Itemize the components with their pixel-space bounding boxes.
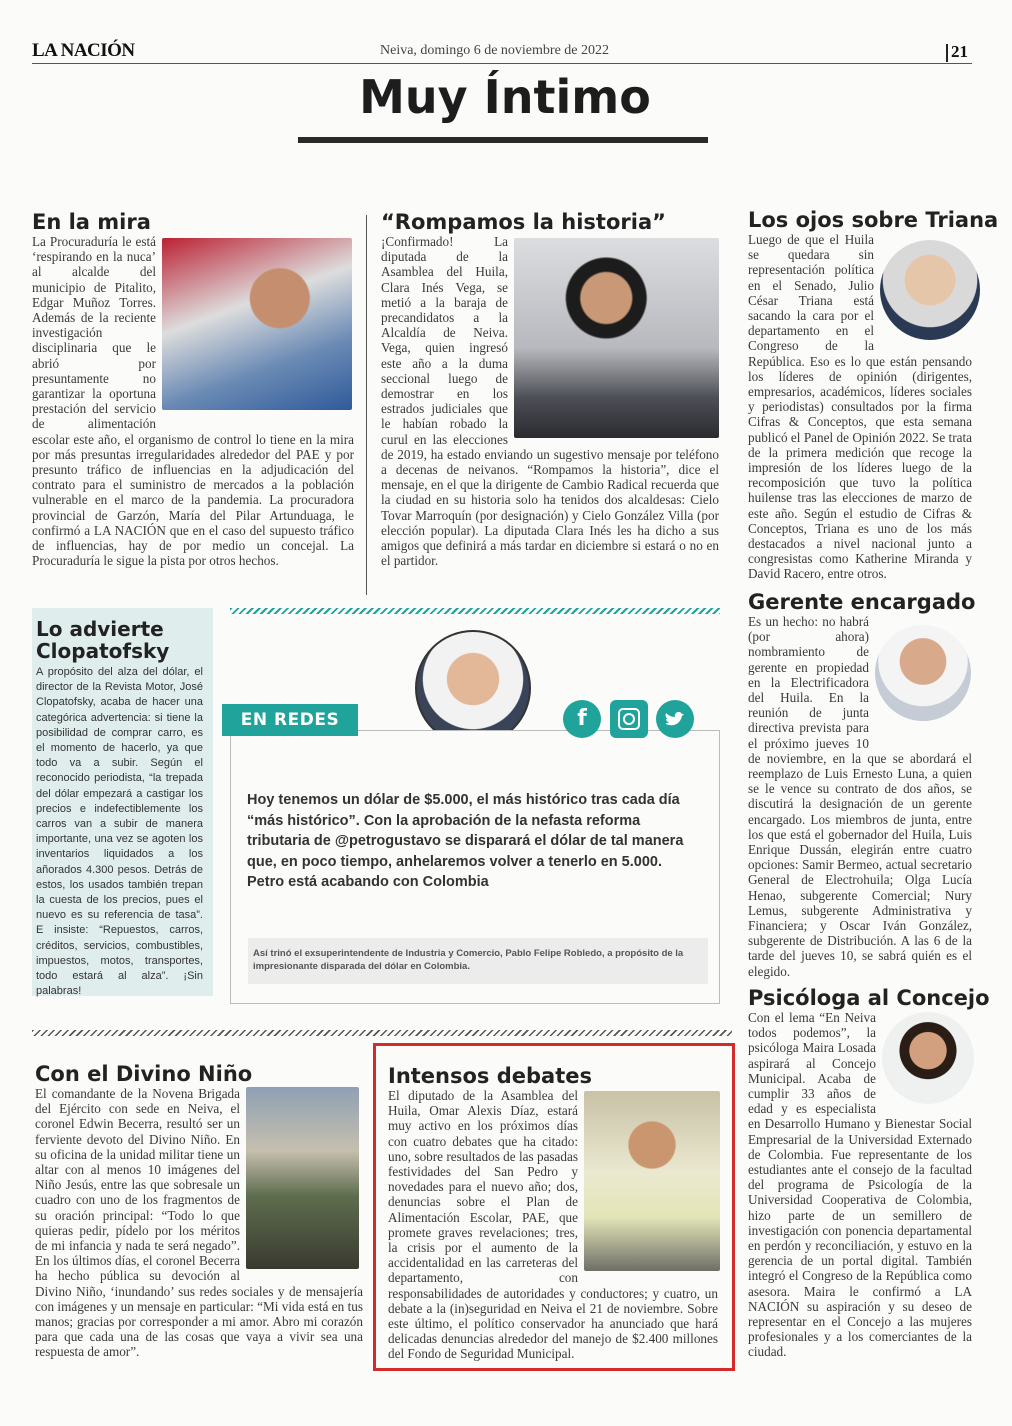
header-rule bbox=[32, 63, 972, 64]
headline-rompamos: “Rompamos la historia” bbox=[381, 210, 666, 234]
text-wrap-spacer bbox=[876, 1012, 972, 1110]
twitter-icon bbox=[656, 700, 694, 738]
headline-divino-nino: Con el Divino Niño bbox=[35, 1062, 253, 1086]
text-wrap-spacer bbox=[156, 238, 354, 418]
section-title: Muy Íntimo bbox=[359, 70, 651, 124]
article-text-divino-nino: El comandante de la Novena Brigada del Ejército con sede en Neiva, el coronel Edwin Becerra, resultó ser un ferviente devoto del Divino Niño. En su oficina de la unidad militar tiene un altar con al menos 10 imágenes del Niño Jesús, entre las que sobresale un cuadro con uno de los fragmentos de su oración principal: “Todo lo que quieras pedir, pídelo por los méritos de mi infancia y nada te será negado”. En los últimos días, el coronel Becerra ha hecho pública su devoción al Divino Niño, ‘inundando’ sus redes sociales y de mensajería con imágenes y un mensaje en particular: “Mi vida está en tus manos; gracias por corresponder a mi amor. Abro mi corazón para que cada una de las cosas que vaya a vivir sea una respuesta de amor”. bbox=[35, 1086, 363, 1360]
headline-clopatofsky: Lo advierte Clopatofsky bbox=[36, 617, 170, 663]
article-text-rompamos: ¡Confirmado! La diputada de la Asamblea del Huila, Clara Inés Vega, se metió a la baraja de precandidatos a la Alcaldía de Neiva. Vega, quien ingresó este año a la duma seccional luego de demostrar en los estrados judiciales que le habían robado la curul en las elecciones de 2019, ha estado enviando un sugestivo mensaje por teléfono a decenas de neivanos. “Rompamos la historia”, dice el mensaje, en el que la dirigente de Cambio Radical recuerda que la ciudad en su historia solo ha tenidos dos alcaldesas: Cielo Tovar Marroquín (por designación) y Cielo González Villa (por elección popular). La diputada Clara Inés les ha dicho a sus amigos que definirá a más tardar en diciembre si estará o no en el partidor. bbox=[381, 234, 719, 569]
text-wrap-spacer bbox=[578, 1091, 718, 1278]
article-text-triana: Luego de que el Huila se quedara sin representación política en el Senado, Julio César Triana está sacando la cara por el departamento en el Congreso de la República. Eso es lo que están pensando los líderes de opinión (dirigentes, empresarios, académicos, líderes sociales y periodistas) consultados por la firma Cifras & Conceptos, que esta semana publicó el Panel de Opinión 2022. Se trata de la primera medición que recoge la impresión de los líderes luego de la recomposición que tuvo la política huilense tras las elecciones de marzo de este año. Según el estudio de Cifras & Conceptos, Triana es uno de los más destacados a nivel nacional junto a congresistas como Katherine Miranda y David Racero, entre otros. bbox=[748, 232, 972, 582]
instagram-icon bbox=[610, 700, 648, 738]
article-text-en-la-mira: La Procuraduría le está ‘respirando en la nuca’ al alcalde del municipio de Pitalito, Edgar Muñoz Torres. Además de la reciente investigación disciplinaria que le abrió por presuntamente no garantizar la oportuna prestación del servicio de alimentación escolar este año, el organismo de control lo tiene en la mira por más presuntas irregularidades alrededor del PAE y por presunto tráfico de influencias en la adjudicación del contrato para el suministro de mercados a la población vulnerable en el marco de la pandemia. La procuradora provincial de Garzón, María del Pilar Artunduaga, le confirmó a LA NACIÓN que en el caso del supuesto tráfico de influencias, hay de por medio un concejal. La Procuraduría le sigue la pista por otros hechos. bbox=[32, 234, 354, 569]
text-wrap-spacer bbox=[869, 625, 972, 736]
redes-top-stripe bbox=[230, 608, 720, 614]
dateline: Neiva, domingo 6 de noviembre de 2022 bbox=[380, 43, 610, 58]
headline-gerente: Gerente encargado bbox=[748, 590, 976, 614]
column-divider bbox=[366, 215, 367, 595]
headline-en-la-mira: En la mira bbox=[32, 210, 151, 234]
article-text-debates: El diputado de la Asamblea del Huila, Omar Alexis Díaz, estará muy activo en los próximos días con cuatro debates que ha citado: uno, sobre resultados de las pasadas festividades del San Pedro y novedades para el nuevo año; dos, denuncias sobre el Plan de Alimentación Escolar, PAE, que promete graves revelaciones; tres, la crisis por el aumento de la accidentalidad en las carreteras del departamento, con responsabilidades de autoridades y conductores; y cuatro, un debate a la (in)seguridad en Neiva el 21 de noviembre. Sobre este último, el político conservador ha anunciado que hará delicadas denuncias alrededor del manejo de $2.400 millones del Fondo de Seguridad Municipal. bbox=[388, 1088, 718, 1362]
bottom-separator-stripe bbox=[32, 1030, 732, 1036]
instagram-icon-lens bbox=[623, 713, 635, 725]
masthead-logo: LA NACIÓN bbox=[32, 40, 135, 61]
facebook-icon: f bbox=[563, 700, 601, 738]
section-title-underline bbox=[298, 137, 708, 143]
text-wrap-spacer bbox=[240, 1087, 363, 1274]
text-wrap-spacer bbox=[874, 240, 972, 352]
page-number: 21 bbox=[951, 42, 968, 61]
article-text-gerente: Es un hecho: no habrá (por ahora) nombramiento de gerente en propiedad en la Electrificadora del Huila. En la reunión de junta directiva prevista para el próximo jueves 10 de noviembre, en la que se abordará el reemplazo de Luis Ernesto Luna, a quien se le vence su contrato de dos años, se discutirá la designación de un gerente encargado. Los miembros de junta, entre los que está el gobernador del Huila, Luis Enrique Dussán, elegirán entre cuatro opciones: Samir Bermeo, actual secretario General de Electrohuila; Olga Lucía Henao, subgerente Comercial; Nury Lemus, subgerente Administrativa y Financiera; y Oscar Iván González, subgerente de Distribución. A las 6 de la tarde del jueves 10, se sabrá quién es el elegido. bbox=[748, 614, 972, 979]
headline-debates: Intensos debates bbox=[388, 1064, 592, 1088]
redes-label: EN REDES bbox=[240, 710, 340, 730]
headline-psicologa: Psicóloga al Concejo bbox=[748, 986, 990, 1010]
photo-pablo-felipe-robledo bbox=[415, 630, 531, 746]
article-text-clopatofsky: A propósito del alza del dólar, el director de la Revista Motor, José Clopatofsky, acaba de hacer una categórica advertencia: si tiene la posibilidad de comprar carro, es el momento de hacerlo, ya que todo va a subir. Según el reconocido periodista, “la trepada del dólar empezará a castigar los precios e indefectiblemente los carros van a subir de manera importante, una vez se agoten los inventarios liquidados a los añorados 4.300 pesos. Detrás de estos, los usados también trepan la cuesta de los precios, pues el nuevo es su referencia de tasa”. E insiste: “Repuestos, carros, créditos, servicios, combustibles, impuestos, motos, transportes, todo estará al alza”. ¡Sin palabras! bbox=[36, 666, 203, 998]
twitter-bird-icon bbox=[656, 700, 694, 738]
page-number-rule bbox=[946, 44, 948, 62]
text-wrap-spacer bbox=[508, 238, 719, 446]
redes-tweet-quote: Hoy tenemos un dólar de $5.000, el más histórico tras cada día “más histórico”. Con la aprobación de la nefasta reforma tributaria de @petrogustavo se disparará el dólar de tal manera que, en poco tiempo, anhelaremos volver a tenerlo en 5.000. Petro está acabando con Colombia bbox=[247, 792, 684, 890]
headline-triana: Los ojos sobre Triana bbox=[748, 208, 999, 232]
article-text-psicologa: Con el lema “En Neiva todos podemos”, la psicóloga Maira Losada aspirará al Concejo Municipal. Acaba de cumplir 33 años de edad y es especialista en Desarrollo Humano y Bienestar Social Empresarial de la Universidad Externado de Colombia. Fue representante de los estudiantes ante el consejo de la facultad del programa de Psicología de la Universidad Cooperativa de Colombia, hizo parte de un semillero de investigación con ponencia departamental en perdón y reconciliación, y estuvo en la gerencia de un portal digital. También integró el Congreso de la República como asesora. Maira le confirmó a LA NACIÓN su aspiración y su deseo de representar en el Concejo a las mujeres profesionales y a los comerciantes de la ciudad. bbox=[748, 1010, 972, 1360]
redes-caption: Así trinó el exsuperintendente de Industria y Comercio, Pablo Felipe Robledo, a propósito de la impresionante disparada del dólar en Colombia. bbox=[253, 948, 684, 972]
